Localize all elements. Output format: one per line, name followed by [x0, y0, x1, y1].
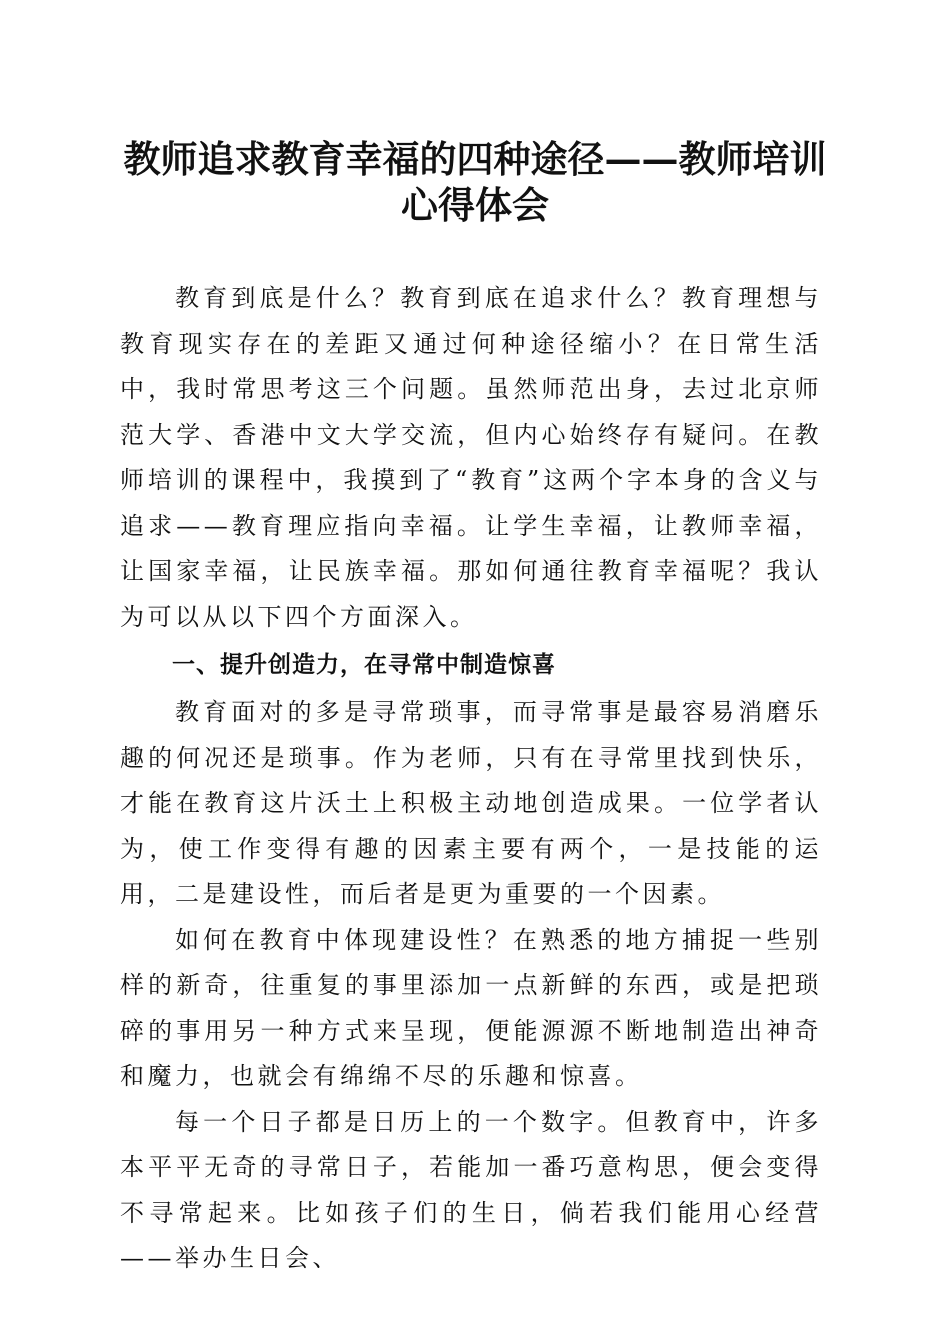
paragraph-2: 如何在教育中体现建设性？在熟悉的地方捕捉一些别样的新奇，往重复的事里添加一点新鲜的东西，或是把琐碎的事用另一种方式来呈现，便能源源不断地制造出神奇和魔力，也就会有绵绵不尽的乐趣和惊喜。: [120, 925, 822, 1090]
document-title: 教师追求教育幸福的四种途径——教师培训心得体会: [123, 137, 827, 227]
document-body: [120, 276, 822, 1282]
paragraph-intro: 教育到底是什么？教育到底在追求什么？教育理想与教育现实存在的差距又通过何种途径缩小？在日常生活中，我时常思考这三个问题。虽然师范出身，去过北京师范大学、香港中文大学交流，但内心始终存有疑问。在教师培训的课程中，我摸到了“教育”这两个字本身的含义与追求——教育理应指向幸福。让学生幸福，让教师幸福，让国家幸福，让民族幸福。那如何通往教育幸福呢？我认为可以从以下四个方面深入。: [120, 284, 822, 631]
section-heading-1: 一、提升创造力，在寻常中制造惊喜: [172, 652, 556, 678]
paragraph-3: 每一个日子都是日历上的一个数字。但教育中，许多本平平无奇的寻常日子，若能加一番巧意构思，便会变得不寻常起来。比如孩子们的生日，倘若我们能用心经营——举办生日会、: [120, 1107, 822, 1272]
paragraph-1: 教育面对的多是寻常琐事，而寻常事是最容易消磨乐趣的何况还是琐事。作为老师，只有在寻常里找到快乐，才能在教育这片沃土上积极主动地创造成果。一位学者认为，使工作变得有趣的因素主要有两个，一是技能的运用，二是建设性，而后者是更为重要的一个因素。: [120, 698, 822, 908]
